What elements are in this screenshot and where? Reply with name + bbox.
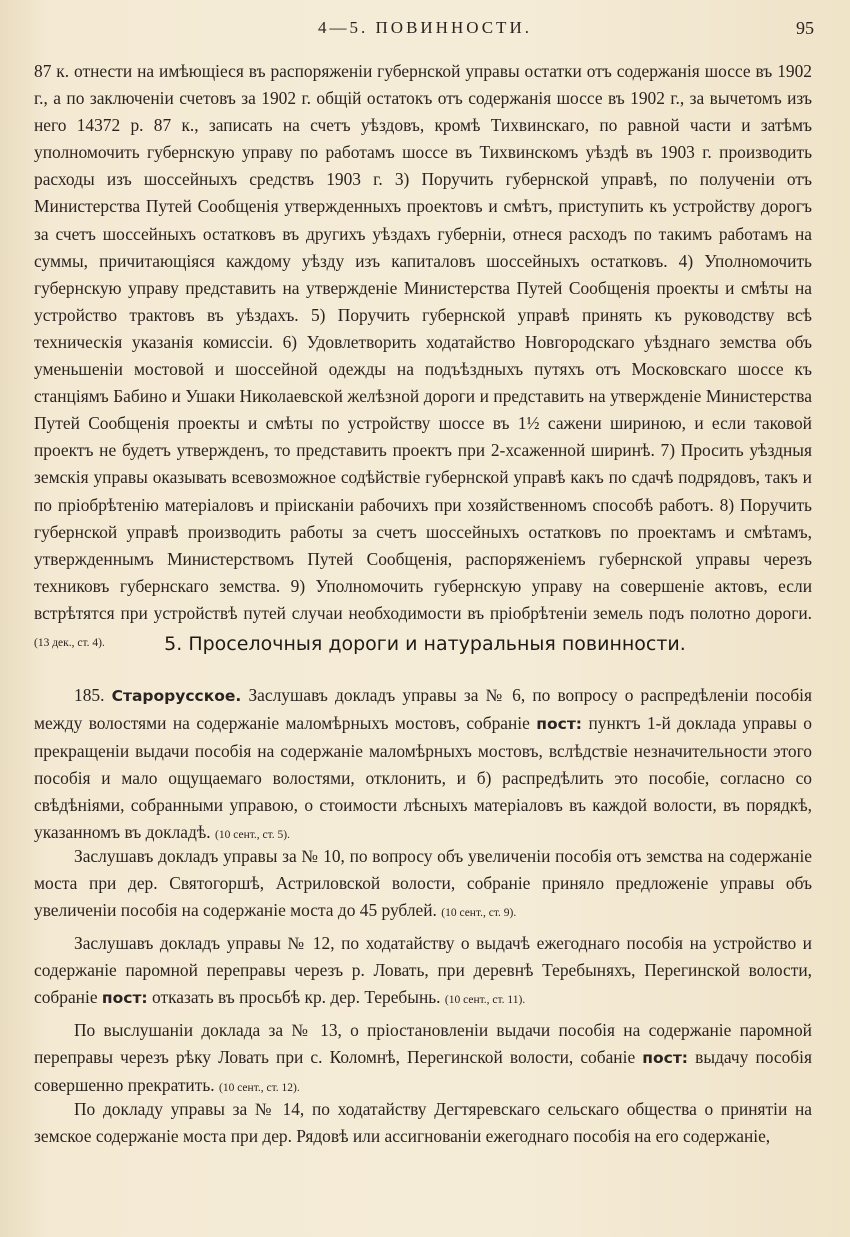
running-title: 4—5. ПОВИННОСТИ. — [318, 18, 532, 37]
resolution-marker: пост: — [642, 1049, 689, 1068]
resolution-marker: пост: — [101, 989, 148, 1008]
resolution-marker: пост: — [536, 715, 583, 734]
paragraph-text: По выслушаніи доклада за № 13, о пріостановленіи выдачи пособія на содержаніе паромной переправы черезъ рѣку Ловать при с. Коломнѣ, Перегинской волости, собаніе — [34, 1020, 812, 1068]
citation: (10 сент., ст. 11). — [444, 994, 526, 1007]
paragraph-text: 87 к. отнести на имѣющіеся въ распоряженіи губернской управы остатки отъ содержанія шоссе въ 1902 г., а по заключеніи счетовъ за 1902 г. общій остатокъ отъ содержанія шоссе въ 1902 г., за вычетомъ изъ него 14372 р. 87 к., записать на счетъ уѣздовъ, кромѣ Тихвинскаго, по равной части и затѣмъ уполномочить губернскую управу по работамъ шоссе въ Тихвинскомъ уѣздѣ въ 1903 г. производить расходы изъ шоссейныхъ средствъ 1903 г. 3) Поручить губернской управѣ, по полученіи отъ Министерства Путей Сообщенія утвержденныхъ проектовъ и смѣтъ, приступить къ устройству дорогъ за счетъ шоссейныхъ остатковъ въ другихъ уѣздахъ губерніи, отнеся расходъ по такимъ работамъ на суммы, причитающіяся каждому уѣзду изъ капиталовъ шоссейныхъ остатковъ. 4) Уполномочить губернскую управу представить на утвержденіе Министерства Путей Сообщенія проекты и смѣты на устройство трактовъ въ уѣздахъ. 5) Поручить губернской управѣ принять къ руководству всѣ техническія указанія комиссіи. 6) Удовлетворить ходатайство Новгородскаго уѣзднаго земства объ уменьшеніи мостовой и шоссейной одежды на подъѣздныхъ путяхъ отъ Московскаго шоссе къ станціямъ Бабино и Ушаки Николаевской желѣзной дороги и представить на утвержденіе Министерства Путей Сообщенія проекты и смѣты по устройству шоссе въ 1½ сажени шириною, и если таковой проектъ не будетъ утвержденъ, то представить проектъ при 2-хсаженной ширинѣ. 7) Просить уѣздныя земскія управы оказывать всевозможное содѣйствіе губернской управѣ какъ по сдачѣ подрядовъ, такъ и по пріобрѣтенію матеріаловъ и пріисканіи рабочихъ при хозяйственномъ способѣ работъ. 8) Поручить губернской управѣ производить работы за счетъ шоссейныхъ остатковъ по проектамъ и смѣтамъ, утвержденнымъ Министерствомъ Путей Сообщенія, распоряженіемъ губернской управы черезъ техниковъ губернскаго земства. 9) Уполномочить губернскую управу на совершеніе актовъ, если встрѣтятся при устройствѣ путей случаи необходимости въ пріобрѣтеніи земель подъ полотно дороги. — [34, 61, 812, 623]
paragraph-report-14 — [34, 1096, 812, 1150]
paragraph-text: Заслушавъ докладъ управы за № 10, по вопросу объ увеличеніи пособія отъ земства на содержаніе моста при дер. Святогоршѣ, Астриловской волости, собраніе приняло предложеніе управы объ увеличеніи пособія на содержаніе моста до 45 рублей. — [34, 846, 812, 921]
paragraph-text-cont: пунктъ 1-й доклада управы о прекращеніи выдачи пособія на содержаніе маломѣрныхъ мостовъ, вслѣдствіе незначительности этого пособія и мало ощущаемаго волостями, отклонить, и б) распредѣлить это пособіе, согласно со свѣдѣніями, собранными управою, о стоимости лѣсныхъ матеріаловъ въ каждой волости, въ порядкѣ, указанномъ въ докладѣ. — [34, 713, 812, 843]
paragraph-report-10 — [34, 843, 812, 927]
citation: (10 сент., ст. 5). — [215, 829, 290, 842]
citation: (13 дек., ст. 4). — [34, 636, 105, 649]
paragraph-text: Заслушавъ докладъ управы № 12, по ходатайству о выдачѣ ежегоднаго пособія на устройство и содержаніе паромной переправы черезъ р. Ловать, при деревнѣ Теребыняхъ, Перегинской волости, собраніе — [34, 933, 812, 1008]
paragraph-text-cont: выдачу пособія совершенно прекратить. — [34, 1047, 812, 1096]
section-title: 5. Проселочныя дороги и натуральныя повинности. — [164, 633, 686, 655]
paragraph-report-12 — [34, 930, 812, 1014]
citation: (10 сент., ст. 12). — [218, 1082, 300, 1095]
paragraph-text: Заслушавъ докладъ управы за № 6, по вопросу о распредѣленіи пособія между волостями на содержаніе маломѣрныхъ мостовъ, собраніе — [34, 685, 812, 734]
paragraph-185 — [34, 682, 812, 850]
page-number: 95 — [796, 18, 814, 38]
paragraph-text-cont: отказать въ просьбѣ кр. дер. Теребынь. — [152, 987, 441, 1008]
paragraph-number: 185. — [74, 685, 105, 705]
paragraph-report-13 — [34, 1017, 812, 1102]
paragraph-text: По докладу управы за № 14, по ходатайству Дегтяревскаго сельскаго общества о принятіи на земское содержаніе моста при дер. Рядовѣ или ассигнованіи ежегоднаго пособія на его содержаніе, — [34, 1099, 812, 1147]
district-name: Старорусское. — [111, 687, 242, 705]
citation: (10 сент., ст. 9). — [441, 907, 517, 920]
paragraph-continued — [34, 58, 812, 657]
page-header — [0, 16, 850, 44]
